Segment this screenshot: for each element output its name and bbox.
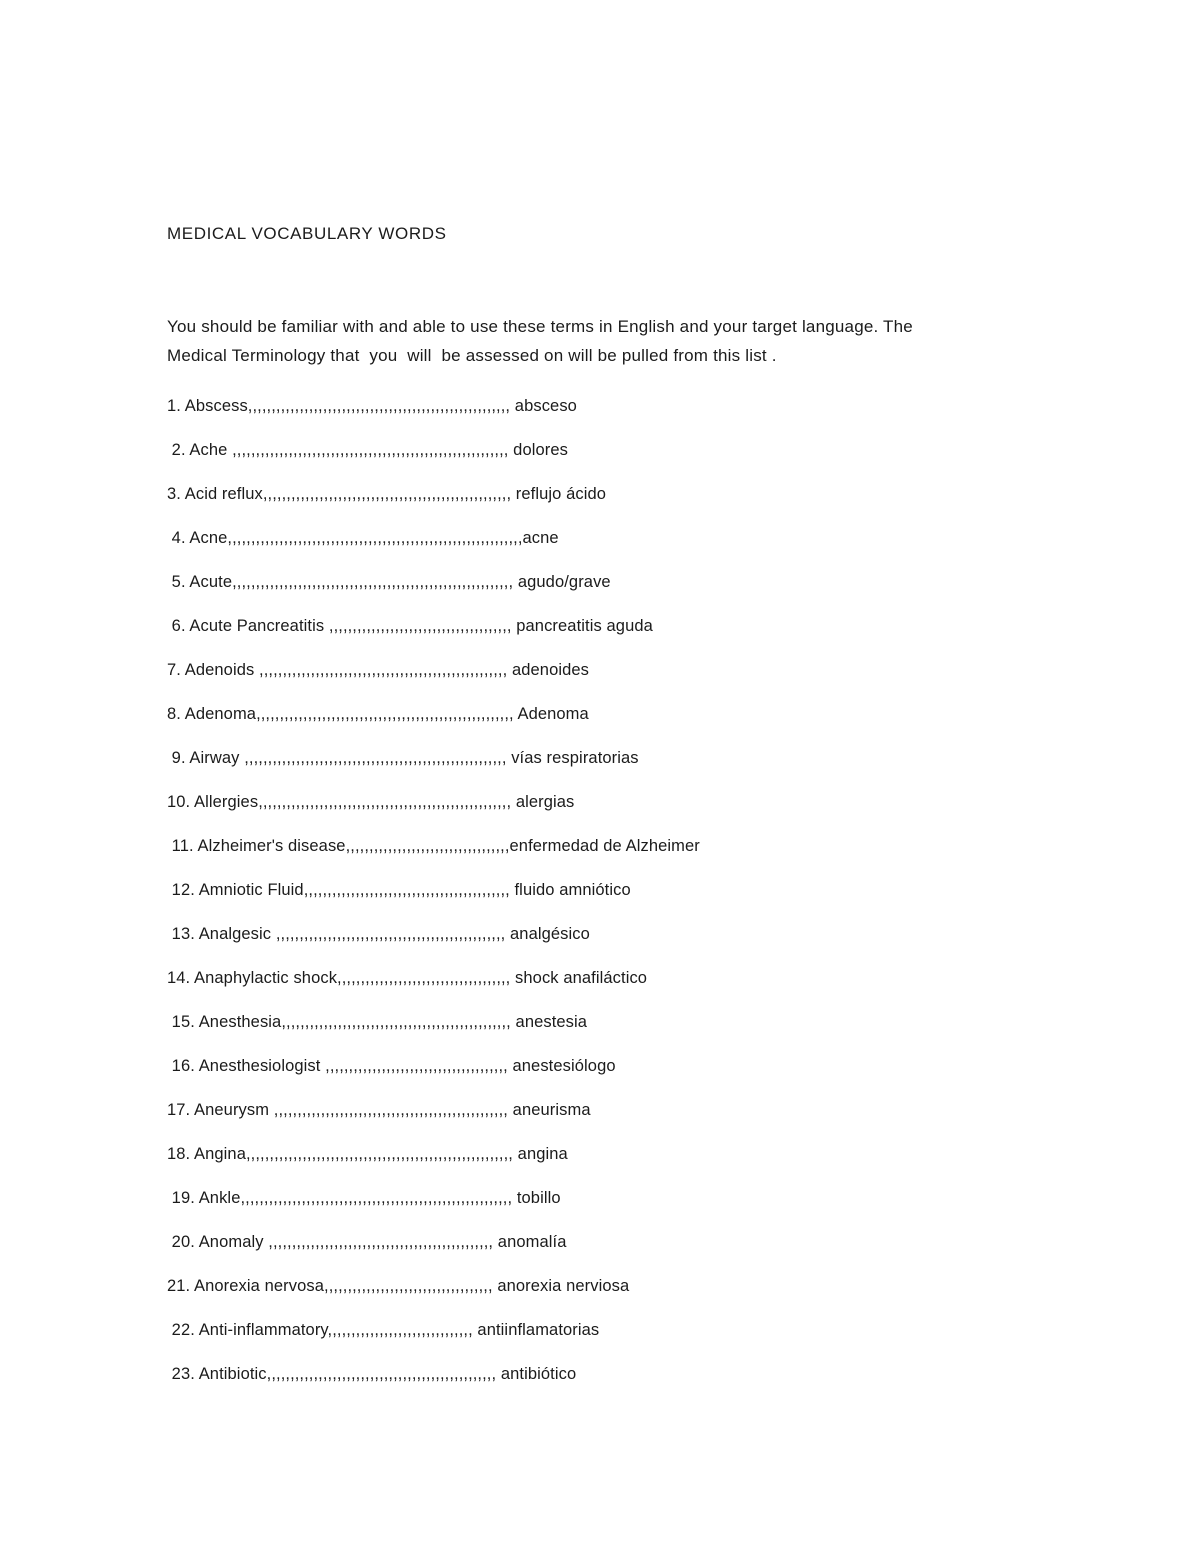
list-item: 16. Anesthesiologist ,,,,,,,,,,,,,,,,,,,,,,,,,,,,,,,,,,,,,,, anestesiólogo (167, 1057, 616, 1075)
list-item: 14. Anaphylactic shock,,,,,,,,,,,,,,,,,,,,,,,,,,,,,,,,,,,,, shock anafiláctico (167, 969, 648, 987)
list-item: 19. Ankle,,,,,,,,,,,,,,,,,,,,,,,,,,,,,,,,,,,,,,,,,,,,,,,,,,,,,,,,,, tobillo (167, 1189, 561, 1207)
list-item: 15. Anesthesia,,,,,,,,,,,,,,,,,,,,,,,,,,,,,,,,,,,,,,,,,,,,,,,,, anestesia (167, 1013, 588, 1031)
list-item: 1. Abscess,,,,,,,,,,,,,,,,,,,,,,,,,,,,,,,,,,,,,,,,,,,,,,,,,,,,,,,, absceso (167, 397, 577, 415)
list-item: 12. Amniotic Fluid,,,,,,,,,,,,,,,,,,,,,,,,,,,,,,,,,,,,,,,,,,,, fluido amniótico (167, 881, 631, 899)
intro-paragraph (167, 312, 1047, 370)
list-item: 7. Adenoids ,,,,,,,,,,,,,,,,,,,,,,,,,,,,,,,,,,,,,,,,,,,,,,,,,,,,, adenoides (167, 661, 590, 679)
list-item: 20. Anomaly ,,,,,,,,,,,,,,,,,,,,,,,,,,,,,,,,,,,,,,,,,,,,,,,, anomalía (167, 1233, 567, 1251)
intro-line-2: Medical Terminology that you will be assessed on will be pulled from this list . (167, 346, 777, 365)
list-item: 23. Antibiotic,,,,,,,,,,,,,,,,,,,,,,,,,,,,,,,,,,,,,,,,,,,,,,,,, antibiótico (167, 1365, 577, 1383)
list-item: 9. Airway ,,,,,,,,,,,,,,,,,,,,,,,,,,,,,,,,,,,,,,,,,,,,,,,,,,,,,,,, vías respiratorias (167, 749, 639, 767)
list-item: 3. Acid reflux,,,,,,,,,,,,,,,,,,,,,,,,,,,,,,,,,,,,,,,,,,,,,,,,,,,,, reflujo ácido (167, 485, 607, 503)
list-item: 13. Analgesic ,,,,,,,,,,,,,,,,,,,,,,,,,,,,,,,,,,,,,,,,,,,,,,,,, analgésico (167, 925, 590, 943)
list-item: 8. Adenoma,,,,,,,,,,,,,,,,,,,,,,,,,,,,,,,,,,,,,,,,,,,,,,,,,,,,,,, Adenoma (167, 705, 589, 723)
list-item: 21. Anorexia nervosa,,,,,,,,,,,,,,,,,,,,,,,,,,,,,,,,,,,, anorexia nerviosa (167, 1277, 630, 1295)
list-item: 5. Acute,,,,,,,,,,,,,,,,,,,,,,,,,,,,,,,,,,,,,,,,,,,,,,,,,,,,,,,,,,,, agudo/grave (167, 573, 611, 591)
page-title: MEDICAL VOCABULARY WORDS (167, 224, 447, 243)
list-item: 11. Alzheimer's disease,,,,,,,,,,,,,,,,,,,,,,,,,,,,,,,,,,,enfermedad de Alzheimer (167, 837, 700, 855)
vocab-list (167, 384, 1147, 1396)
list-item: 18. Angina,,,,,,,,,,,,,,,,,,,,,,,,,,,,,,,,,,,,,,,,,,,,,,,,,,,,,,,,, angina (167, 1145, 568, 1163)
list-item: 6. Acute Pancreatitis ,,,,,,,,,,,,,,,,,,,,,,,,,,,,,,,,,,,,,,, pancreatitis aguda (167, 617, 653, 635)
list-item: 22. Anti-inflammatory,,,,,,,,,,,,,,,,,,,,,,,,,,,,,,, antiinflamatorias (167, 1321, 600, 1339)
list-item: 17. Aneurysm ,,,,,,,,,,,,,,,,,,,,,,,,,,,,,,,,,,,,,,,,,,,,,,,,,, aneurisma (167, 1101, 591, 1119)
intro-line-1: You should be familiar with and able to use these terms in English and your target language. The (167, 317, 913, 336)
list-item: 2. Ache ,,,,,,,,,,,,,,,,,,,,,,,,,,,,,,,,,,,,,,,,,,,,,,,,,,,,,,,,,,, dolores (167, 441, 568, 459)
list-item: 10. Allergies,,,,,,,,,,,,,,,,,,,,,,,,,,,,,,,,,,,,,,,,,,,,,,,,,,,,,, alergias (167, 793, 575, 811)
list-item: 4. Acne,,,,,,,,,,,,,,,,,,,,,,,,,,,,,,,,,,,,,,,,,,,,,,,,,,,,,,,,,,,,,,,acne (167, 529, 559, 547)
